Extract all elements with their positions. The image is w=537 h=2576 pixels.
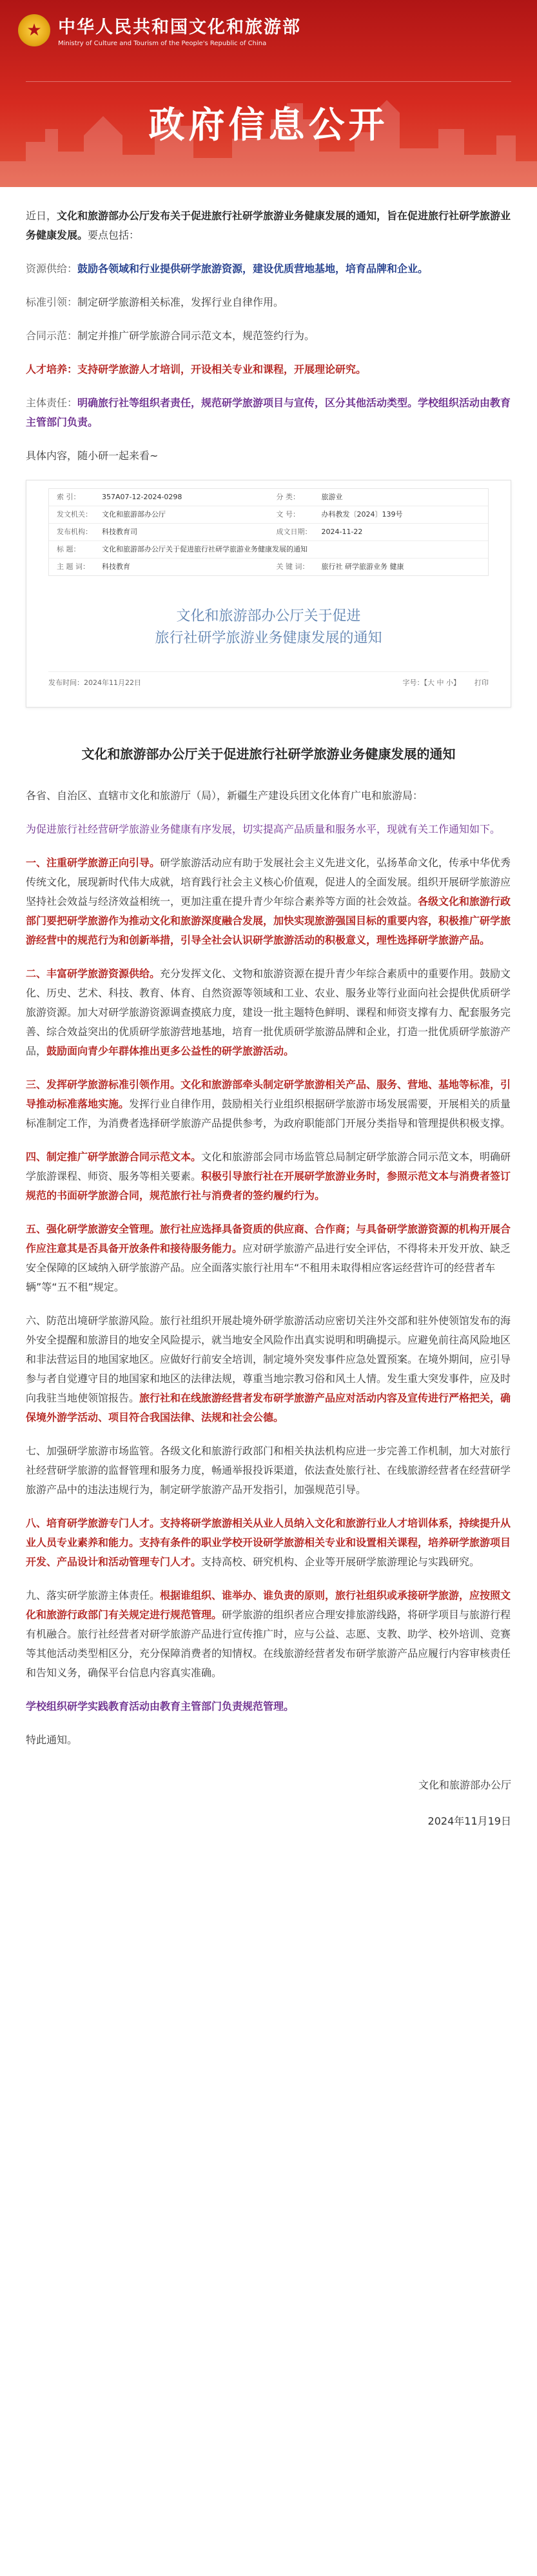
point-resources: 资源供给：鼓励各领域和行业提供研学旅游资源，建设优质营地基地，培育品牌和企业。 [26,263,429,275]
banner-divider [26,81,511,82]
banner-title: 政府信息公开 [148,104,389,146]
section-3: 三、发挥研学旅游标准引领作用。文化和旅游部牵头制定研学旅游相关产品、服务、营地、基地等标准，引导推动标准落地实施。发挥行业自律作用，鼓励相关行业组织根据研学旅游市场发展需要，开展相关的质量标准制定工作，为消费者选择研学旅游产品提供参考，为政府职能部门开展分类指导和管理提供积极支撑。 [26,1078,511,1129]
point-standards: 标准引领：制定研学旅游相关标准，发挥行业自律作用。 [26,296,284,308]
header-banner [0,0,537,187]
section-9: 九、落实研学旅游主体责任。根据谁组织、谁举办、谁负责的原则，旅行社组织或承接研学旅游，应按照文化和旅游行政部门有关规定进行规范管理。研学旅游的组织者应合理安排旅游线路，将研学项目与旅游行程有机融合。旅行社经营者对研学旅游产品进行宣传推广时，应与公益、志愿、支教、助学、校外培训、竞赛等其他活动类型相区分，充分保障消费者的知情权。在线旅游经营者发布研学旅游产品应履行内容审核责任和告知义务，确保平台信息内容真实准确。 [26,1589,511,1679]
meta-row: 发文机关： 文化和旅游部办公厅 文 号： 办科教发〔2024〕139号 [49,506,488,524]
sign-date: 2024年11月19日 [427,1815,511,1827]
meta-row: 标 题： 文化和旅游部办公厅关于促进旅行社研学旅游业务健康发展的通知 [49,541,488,559]
opening-paragraph: 为促进旅行社经营研学旅游业务健康有序发展，切实提高产品质量和服务水平，现就有关工作通知如下。 [26,823,501,835]
key-points [26,259,511,432]
section-8: 八、培育研学旅游专门人才。支持将研学旅游相关从业人员纳入文化和旅游行业人才培训体系，持续提升从业人员专业素养和能力。支持有条件的职业学校开设研学旅游相关专业和设置相关课程，培养研学旅游项目开发、产品设计和活动管理专门人才。支持高校、研究机构、企业等开展研学旅游理论与实践研究。 [26,1517,511,1568]
ministry-name-en: Ministry of Culture and Tourism of the People's Republic of China [58,40,267,47]
signer: 文化和旅游部办公厅 [418,1779,511,1791]
print-link[interactable]: 打印 [474,679,489,687]
section-5: 五、强化研学旅游安全管理。旅行社应选择具备资质的供应商、合作商；与具备研学旅游资源的机构开展合作应注意其是否具备开放条件和接待服务能力。应对研学旅游产品进行安全评估，不得将未开发开放、缺乏安全保障的区域纳入研学旅游产品。应全面落实旅行社用车“不租用未取得相应客运经营许可的经营者车辆”等“五不租”规定。 [26,1223,511,1293]
section-1: 一、注重研学旅游正向引导。研学旅游活动应有助于发展社会主义先进文化，弘扬革命文化，传承中华优秀传统文化，展现新时代伟大成就，培育践行社会主义核心价值观，促进人的全面发展。组织开展研学旅游应坚持社会效益与经济效益相统一，更加注重在提升青少年综合素养等方面的社会效益。各级文化和旅游行政部门要把研学旅游作为推动文化和旅游深度融合发展，加快实现旅游强国目标的重要内容，积极推广研学旅游经营中的规范行为和创新举措，引导全社会认识研学旅游活动的积极意义，理性选择研学旅游产品。 [26,857,511,946]
intro-paragraph: 近日，文化和旅游部办公厅发布关于促进旅行社研学旅游业务健康发展的通知，旨在促进旅行社研学旅游业务健康发展。要点包括： [26,210,511,241]
section-4: 四、制定推广研学旅游合同示范文本。文化和旅游部会同市场监管总局制定研学旅游合同示范文本，明确研学旅游课程、师资、服务等相关要素。积极引导旅行社在开展研学旅游业务时，参照示范文本与消费者签订规范的书面研学旅游合同，规范旅行社与消费者的签约履约行为。 [26,1151,511,1202]
section-7: 七、加强研学旅游市场监管。各级文化和旅游行政部门和相关执法机构应进一步完善工作机制，加大对旅行社经营研学旅游的监督管理和服务力度，畅通举报投诉渠道，依法查处旅行社、在线旅游经营者在经营研学旅游产品中的违法违规行为，制定研学旅游产品开发指引，加强规范引导。 [26,1445,511,1496]
ministry-logo[interactable] [18,13,301,47]
national-emblem-icon: ★ [18,14,50,46]
point-talent: 人才培养：支持研学旅游人才培训，开设相关专业和课程，开展理论研究。 [26,363,367,375]
addressee: 各省、自治区、直辖市文化和旅游厅（局），新疆生产建设兵团文化体育广电和旅游局： [26,789,424,802]
document-screenshot-card [26,480,511,708]
publish-date: 发布时间：2024年11月22日 [48,679,141,687]
school-note: 学校组织研学实践教育活动由教育主管部门负责规范管理。 [26,1700,295,1712]
document-metadata-table [48,488,489,576]
notice-title: 文化和旅游部办公厅关于促进旅行社研学旅游业务健康发展的通知 [81,746,456,762]
meta-row: 索 引： 357A07-12-2024-0298 分 类： 旅游业 [49,489,488,506]
meta-row: 主 题 词： 科技教育 关 键 词： 旅行社 研学旅游业务 健康 [57,562,404,571]
section-6: 六、防范出境研学旅游风险。旅行社组织开展赴境外研学旅游活动应密切关注外交部和驻外使领馆发布的海外安全提醒和旅游目的地安全风险提示，就当地安全风险作出真实说明和明确提示。应避免前往高风险地区和非法营运目的地国家地区。应做好行前安全培训，制定境外突发事件应急处置预案。在境外期间，应引导参与者自觉遵守目的地国家和地区的法律法规，尊重当地宗教习俗和风土人情。发生重大突发事件，应及时向我驻当地使领馆报告。旅行社和在线旅游经营者发布研学旅游产品应对活动内容及宣传进行严格把关，确保境外游学活动、项目符合我国法律、法规和社会公德。 [26,1314,511,1423]
card-footer [48,671,489,688]
section-2: 二、丰富研学旅游资源供给。充分发挥文化、文物和旅游资源在提升青少年综合素质中的重要作用。鼓励文化、历史、艺术、科技、教育、体育、自然资源等领域和工业、农业、服务业等行业面向社会提供优质研学旅游资源。加大对研学旅游资源调查摸底力度，建设一批主题特色鲜明、课程和师资支撑有力、配套服务完善、综合效益突出的优质研学旅游营地基地，培育一批优质研学旅游品牌和企业，打造一批优质研学旅游产品，鼓励面向青少年群体推出更多公益性的研学旅游活动。 [26,967,511,1057]
detail-lead: 具体内容，随小研一起来看~ [26,450,159,462]
ministry-name-cn: 中华人民共和国文化和旅游部 [58,17,301,37]
closing-text: 特此通知。 [26,1734,78,1746]
font-size-control[interactable]: 字号：【大 中 小】 [402,679,460,687]
card-document-title: 文化和旅游部办公厅关于促进 旅行社研学旅游业务健康发展的通知 [155,608,382,646]
meta-row: 发布机构： 科技教育司 成文日期： 2024-11-22 [49,524,488,541]
point-contracts: 合同示范：制定并推广研学旅游合同示范文本，规范签约行为。 [26,330,315,342]
point-responsibility: 主体责任：明确旅行社等组织者责任，规范研学旅游项目与宣传，区分其他活动类型。学校组织活动由教育主管部门负责。 [26,397,511,428]
